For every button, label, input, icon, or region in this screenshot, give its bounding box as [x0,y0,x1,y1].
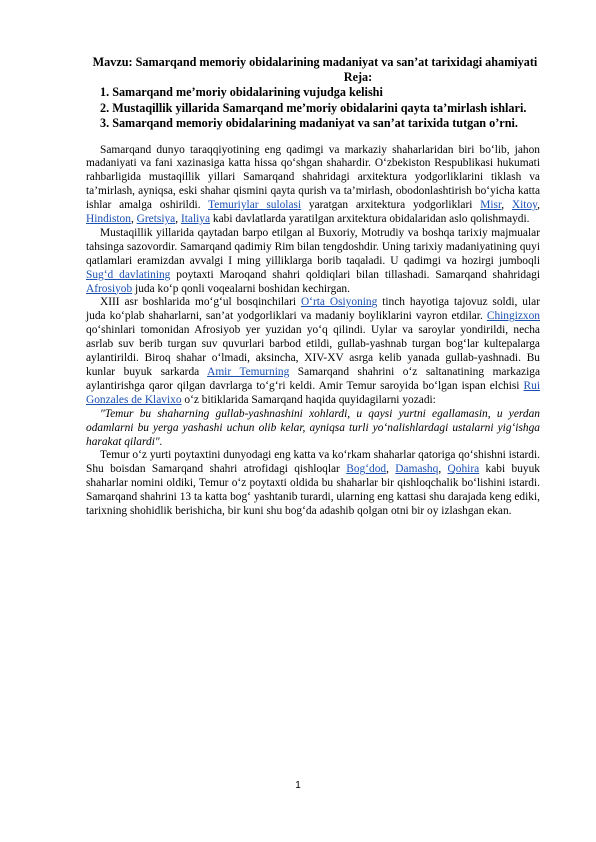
link-temuriylar-sulolasi[interactable]: Temuriylar sulolasi [208,199,302,212]
link-italiya[interactable]: Italiya [180,213,211,226]
plan-item: 3. Samarqand memoriy obidalarining madaniyat va san’at tarixida tutgan o’rni. [100,116,518,130]
link-qohira[interactable]: Qohira [447,463,480,476]
link-afrosiyob[interactable]: Afrosiyob [86,282,133,295]
link-damashq[interactable]: Damashq [395,463,439,476]
paragraph-temur-poytaxt: Temur o‘z yurti poytaxtini dunyodagi eng katta va ko‘rkam shaharlar qatoriga qo‘shishni istardi. Shu boisdan Samarqand shahri atrofidagi qishloqlar Bog‘dod, Damashq, Qohira kabi buyuk shaharlar nomini oldiki, Temur o‘z poytaxti oldida bu shaharlar bir qishloqchalik bo‘lishini istardi. Samarqand shahrini 13 ta katta bog‘ yashtanib turardi, ularning eng kattasi shu darajada keng ediki, tarixning shohidlik berishicha, bir kuni shu bog‘da adashib qolgan otni bir oy izlashgan ekan. [86,449,540,518]
document-title: Mavzu: Samarqand memoriy obidalarining madaniyat va san’at tarixidagi ahamiyati [92,55,538,69]
plan-item: 2. Mustaqillik yillarida Samarqand me’moriy obidalarini qayta ta’mirlash ishlari. [100,100,527,115]
link-gretsiya[interactable]: Gretsiya [136,213,176,226]
link-sugd-davlati[interactable]: Sug‘d davlatining [86,268,171,281]
plan-list [86,85,540,132]
link-klavixo[interactable]: Rui Gonzales de Klavixo [86,379,540,406]
link-bogdod[interactable]: Bog‘dod [346,463,387,476]
plan-heading: Reja: [343,70,373,84]
link-amir-temur[interactable]: Amir Temurning [207,366,290,378]
page-number: 1 [295,780,301,791]
link-hindiston[interactable]: Hindiston [86,213,131,226]
link-orta-osiyo[interactable]: O‘rta Osiyoning [300,296,378,309]
link-xitoy[interactable]: Xitoy [511,199,538,212]
quote-klavixo: "Temur bu shaharning gullab-yashnashini xohlardi, u qaysi yurtni egallamasin, u yerdan odamlarni bu yerga yashashi uchun olib kelar, ayniqsa turli yo‘nalishlardagi ustalarni yig‘ishga harakat qilardi". [86,407,540,448]
plan-item: 1. Samarqand me’moriy obidalarining vujudga kelishi [100,85,383,99]
paragraph-mustaqillik: Mustaqillik yillarida qaytadan barpo etilgan al Buxoriy, Motrudiy va boshqa tarixiy majmualar tahsinga sazovordir. Samarqand qadimiy Rim bilan tengdoshdir. Uning tarixiy madaniyatining quyi qatlamlari eramizdan avvalgi I ming yilliklarga borib taqaladi. U qadimgi va hozirgi jumboqli Sug‘d davlatining poytaxti Maroqand shahri qoldiqlari bilan tillashadi. Samarqand shahridagi Afrosiyob juda ko‘p qonli voqealarni boshidan kechirgan. [86,226,540,295]
paragraph-xiii-asr: XIII asr boshlarida mo‘g‘ul bosqinchilari O‘rta Osiyoning tinch hayotiga tajovuz soldi, ular juda ko‘plab shaharlarni, san’at yodgorliklari va madaniy boyliklarini vayron etdilar. Chingizxon qo‘shinlari tomonidan Afrosiyob yer yuzidan yo‘q qilindi. Uylar va saroylar yondirildi, necha asrlab suv berib turgan suv quvurlari barbod etildi, gullab-yashnab turgan bog‘lar kultepalarga aylantirildi. Biroq shahar o‘lmadi, aksincha, XIV-XV asrga kelib yanada gullab-yashnadi. Bu kunlar buyuk sarkarda Amir Temurning Samarqand shahrini o‘z saltanatining markaziga aylantirishga qaror qilgan davrlarga to‘g‘ri keldi. Amir Temur saroyida bo‘lgan ispan elchisi Rui Gonzales de Klavixo o‘z bitiklarida Samarqand haqida quyidagilarni yozadi: [86,296,540,406]
link-chingizxon[interactable]: Chingizxon [486,310,540,323]
link-misr[interactable]: Misr [480,199,502,212]
paragraph-intro: Samarqand dunyo taraqqiyotining eng qadimgi va markaziy shaharlaridan biri bo‘lib, jahon madaniyati va fani xazinasiga katta hissa qo‘shgan shahardir. O‘zbekiston Respublikasi hukumati rahbarligida mustaqillik yillari Samarqand shahridagi arxitektura yodgorliklarini tiklash va ta’mirlash, ayniqsa, eski shahar qismini qayta qurish va ta’mirlash, obodonlashtirish bo‘yicha katta ishlar amalga oshirildi. Temuriylar sulolasi yaratgan arxitektura yodgorliklari Misr, Xitoy, Hindiston, Gretsiya, Italiya kabi davlatlarda yaratilgan arxitektura obidalaridan aslo qolishmaydi. [86,143,540,226]
